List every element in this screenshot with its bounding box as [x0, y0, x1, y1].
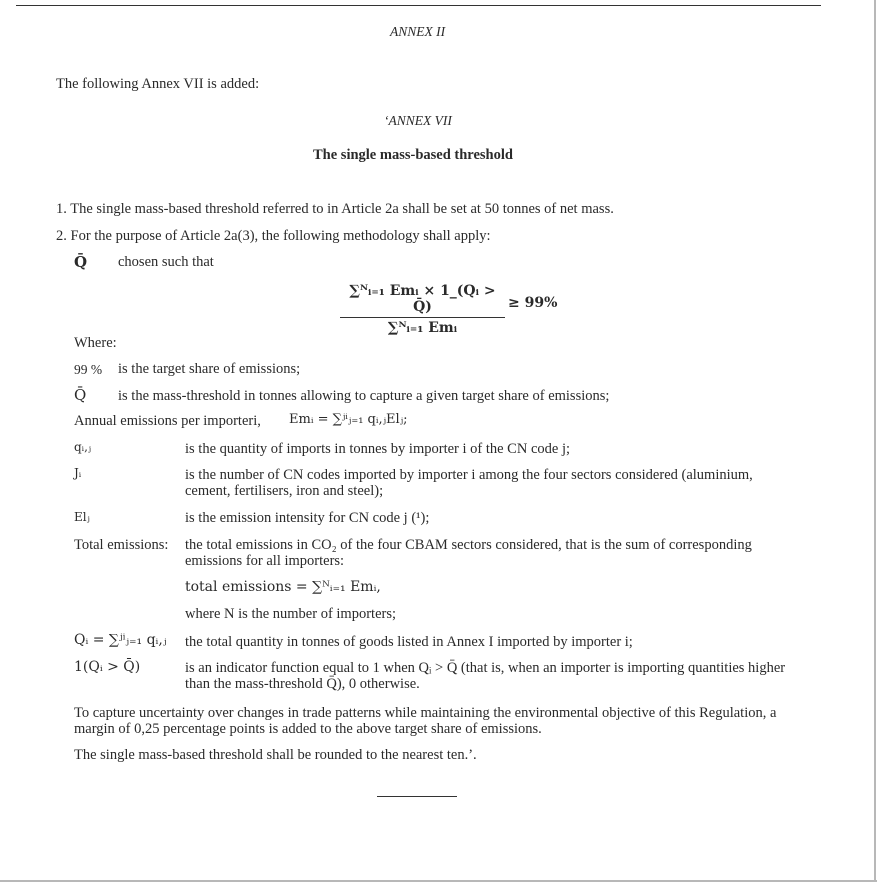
page-border-right — [874, 0, 876, 882]
total-formula: total emissions = ∑ᴺᵢ₌₁ Emᵢ, — [185, 579, 381, 595]
chosen-text: chosen such that — [118, 254, 214, 270]
j-symbol: Jᵢ — [74, 466, 82, 480]
top-rule — [16, 5, 821, 6]
total-text: the total emissions in CO₂ of the four CBAM sectors considered, that is the sum of corresponding emissions for all importers: — [185, 537, 752, 569]
formula-denominator: ∑ᴺᵢ₌₁ Emᵢ — [387, 320, 458, 336]
q-text: is the quantity of imports in tonnes by importer i of the CN code j; — [185, 441, 571, 457]
section-title: The single mass-based threshold — [313, 147, 513, 163]
closing-paragraph-2: The single mass-based threshold shall be rounded to the nearest ten.’. — [74, 747, 477, 763]
footnote-separator — [377, 796, 457, 797]
annex-ii-title: ANNEX II — [390, 24, 446, 39]
threshold-formula — [340, 283, 505, 336]
qbar-symbol: Q̄ — [74, 253, 88, 271]
where-label: Where: — [74, 335, 117, 351]
qi-symbol: Qᵢ = ∑ʲⁱⱼ₌₁ qᵢ,ⱼ — [74, 632, 167, 648]
closing-paragraph-1: To capture uncertainty over changes in trade patterns while maintaining the environmental objective of this Regulation, a margin of 0,25 percentage points is added to the above target share of emissions. — [74, 705, 777, 737]
annex-vii-title: ‘ANNEX VII — [384, 113, 452, 128]
total-label: Total emissions: — [74, 537, 169, 553]
indicator-text: is an indicator function equal to 1 when Qᵢ > Q̄ (that is, when an importer is importing quantities higher than the mass-threshold Q̄), 0 otherwise. — [185, 660, 786, 692]
el-symbol: Elⱼ — [74, 510, 90, 524]
annual-label: Annual emissions per importeri, — [74, 413, 261, 429]
qi-text: the total quantity in tonnes of goods listed in Annex I imported by importer i; — [185, 634, 633, 650]
item-2: 2. For the purpose of Article 2a(3), the following methodology shall apply: — [56, 228, 491, 244]
j-text: is the number of CN codes imported by importer i among the four sectors considered (aluminium, cement, fertilisers, iron and steel); — [185, 467, 753, 499]
share-text: is the target share of emissions; — [118, 361, 301, 377]
intro-text: The following Annex VII is added: — [56, 76, 260, 92]
n-text: where N is the number of importers; — [185, 606, 397, 622]
qbar-def-symbol: Q̄ — [74, 386, 87, 404]
formula-numerator: ∑ᴺᵢ₌₁ Emᵢ × 1_(Qᵢ > Q̄) — [349, 283, 496, 315]
qbar-text: is the mass-threshold in tonnes allowing to capture a given target share of emissions; — [118, 388, 610, 404]
indicator-symbol: 1(Qᵢ > Q̄) — [74, 659, 141, 675]
formula-rhs: ≥ 99% — [508, 295, 558, 311]
q-symbol: qᵢ,ⱼ — [74, 440, 92, 454]
item-1: 1. The single mass-based threshold referred to in Article 2a shall be set at 50 tonnes of net mass. — [56, 201, 614, 217]
el-text: is the emission intensity for CN code j (¹); — [185, 510, 430, 526]
share-symbol: 99 % — [74, 362, 103, 377]
annual-formula: Emᵢ = ∑ʲⁱⱼ₌₁ qᵢ,ⱼElⱼ; — [289, 412, 408, 427]
